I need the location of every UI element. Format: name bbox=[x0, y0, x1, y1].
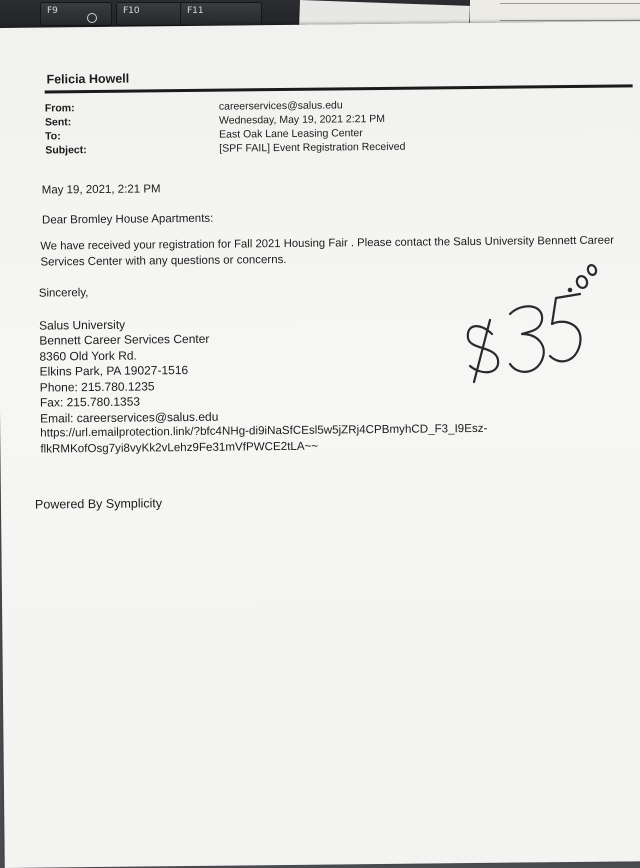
email-closing: Sincerely, bbox=[38, 287, 89, 300]
header-rule bbox=[45, 84, 633, 93]
keyboard-key-f9 bbox=[40, 2, 112, 26]
printed-email-sheet bbox=[0, 21, 640, 868]
signature-link: https://url.emailprotection.link/?bfc4NHg-di9iNaSfCEsl5w5jZRj4CPBmyhCD_F3_I9Esz- bbox=[40, 421, 488, 440]
header-value-subject: [SPF FAIL] Event Registration Received bbox=[219, 140, 406, 155]
email-body-line: We have received your registration for Fall 2021 Housing Fair . Please contact the Salus University Bennett Career bbox=[40, 234, 615, 253]
key-label: F11 bbox=[187, 6, 204, 16]
keyboard-key-f10 bbox=[116, 2, 188, 26]
sender-name: Felicia Howell bbox=[46, 71, 130, 87]
key-label: F10 bbox=[123, 6, 140, 16]
header-label-to: To: bbox=[45, 130, 61, 143]
email-date: May 19, 2021, 2:21 PM bbox=[41, 183, 161, 197]
signature-line: Bennett Career Services Center bbox=[39, 331, 210, 348]
signature-line: Phone: 215.780.1235 bbox=[39, 379, 155, 395]
handwritten-amount bbox=[452, 262, 602, 387]
email-footer: Powered By Symplicity bbox=[34, 496, 163, 512]
table-rule bbox=[500, 3, 640, 4]
email-greeting: Dear Bromley House Apartments: bbox=[41, 212, 214, 227]
email-body-line: Services Center with any questions or concerns. bbox=[40, 253, 287, 269]
keyboard-key-f11 bbox=[180, 2, 262, 26]
header-value-sent: Wednesday, May 19, 2021 2:21 PM bbox=[218, 112, 386, 127]
signature-line: Fax: 215.780.1353 bbox=[39, 394, 141, 410]
signature-line: Salus University bbox=[39, 317, 126, 333]
search-icon bbox=[87, 13, 97, 23]
header-value-from: careerservices@salus.edu bbox=[218, 99, 343, 113]
header-value-to: East Oak Lane Leasing Center bbox=[219, 127, 363, 141]
signature-line: Elkins Park, PA 19027-1516 bbox=[39, 363, 189, 379]
header-label-from: From: bbox=[44, 102, 75, 115]
signature-line: 8360 Old York Rd. bbox=[39, 348, 137, 364]
signature-line: Email: careerservices@salus.edu bbox=[40, 409, 219, 426]
header-label-sent: Sent: bbox=[44, 116, 72, 129]
key-label: F9 bbox=[47, 6, 58, 16]
header-label-subject: Subject: bbox=[45, 144, 87, 157]
signature-link: flkRMKofOsg7yi8vyKk2vLehz9Fe31mVfPWCE2tLA~~ bbox=[40, 439, 319, 456]
